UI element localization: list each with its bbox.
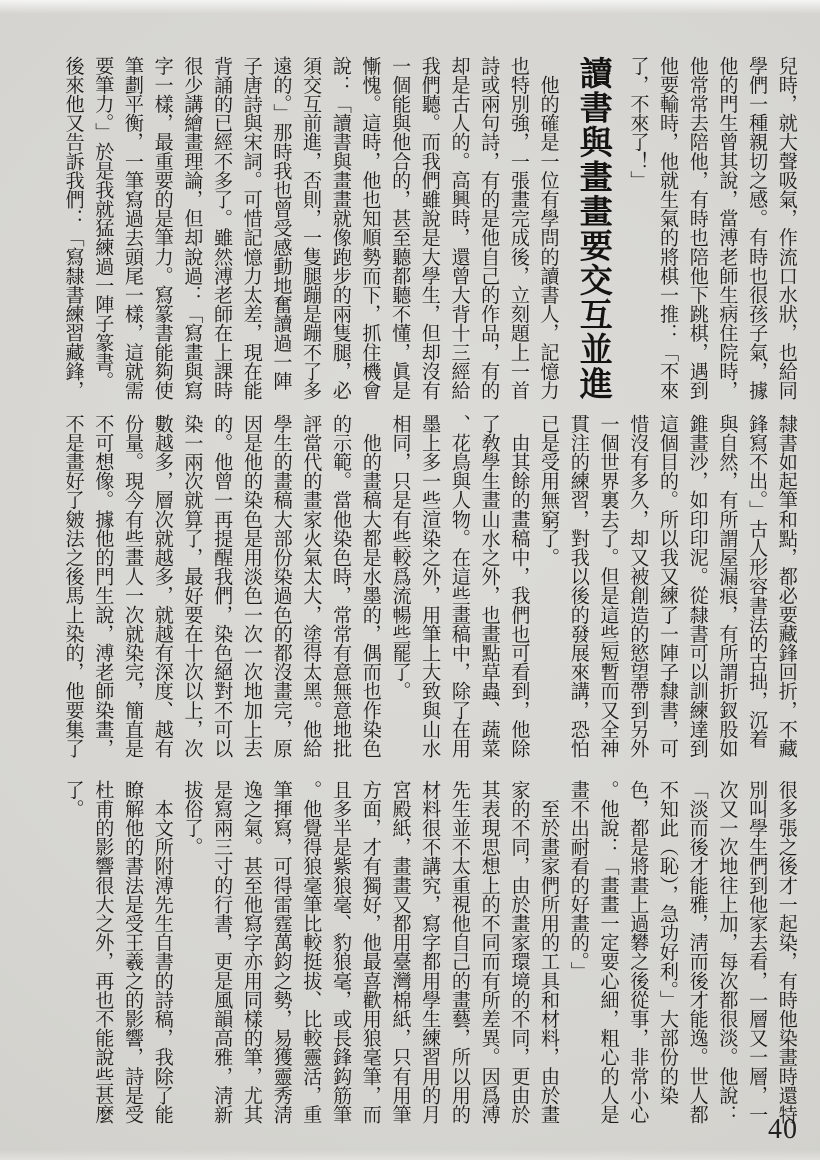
text-column: 且多半是紫狼毫、豹狼毫，或長鋒鈎筋筆 — [330, 780, 352, 1124]
text-column: 杜甫的影響很大之外，再也不能說些甚麼 — [92, 780, 114, 1124]
text-column: 學生的畫稿大部份染過色的都沒畫完，原 — [270, 414, 292, 758]
text-column: 評當代的畫家火氣太大，塗得太黑。他給 — [300, 414, 322, 758]
page-number: 40 — [768, 1114, 798, 1145]
text-column: 本文所附溥先生自書的詩稿，我除了能 — [151, 780, 173, 1124]
text-column: 他的門生曾其說，當溥老師生病住院時， — [716, 56, 738, 400]
text-column: 是寫兩三寸的行書，更是風韻高雅，淸新 — [211, 780, 233, 1124]
text-column: 須交互前進，否則，一隻腿蹦是蹦不了多 — [300, 56, 322, 400]
text-column: 惜沒有多久，却又被創造的慾望帶到另外 — [627, 414, 649, 758]
text-column: 他常常去陪他，有時也陪他下跳棋，遇到 — [686, 56, 708, 400]
text-column: 字一樣，最重要的是筆力。寫篆書能夠使 — [151, 56, 173, 400]
text-column: 背誦的已經不多了。雖然溥老師在上課時 — [211, 56, 233, 400]
text-column: 後來他又告訴我們：「寫隸書練習藏鋒， — [62, 56, 84, 400]
text-column: 「淡而後才能雅，淸而後才能逸。世人都 — [686, 780, 708, 1124]
text-column: 學們一種親切之感。有時也很孩子氣，據 — [746, 56, 768, 400]
text-column: 這個目的。所以我又練了一陣子隸書，可 — [656, 414, 678, 758]
text-column: 他的確是一位有學問的讀書人，記憶力 — [537, 56, 559, 400]
text-column: 了，不來了！」 — [627, 56, 649, 190]
text-column: 其表現思想上的不同而有所差異。因爲溥 — [478, 780, 500, 1124]
text-column: 次又一次地往上加，每次都很淡。他說： — [716, 780, 738, 1124]
text-column: 色，都是將畫上過礬之後從事，非常小心 — [627, 780, 649, 1124]
text-column: 份量。現今有些畫人一次就染完，簡直是 — [122, 414, 144, 758]
text-column: 一個能與他合的，甚至聽都聽不懂，眞是 — [389, 56, 411, 400]
text-column: 了。 — [62, 780, 84, 819]
text-column: 也特別強，一張畫完成後，立刻題上一首 — [507, 56, 529, 400]
text-column: 貫注的練習，對我以後的發展來講，恐怕 — [567, 414, 589, 758]
text-column: 子唐詩與宋詞。可惜記憶力太差，現在能 — [240, 56, 262, 400]
text-column: 兒時，就大聲吸氣，作流口水狀，也給同 — [775, 56, 797, 400]
text-column: 隸書如起筆和點，都必要藏鋒回折，不藏 — [775, 414, 797, 758]
text-column: 他要輸時，他就生氣的將棋一推：「不來 — [657, 56, 679, 400]
text-column: 相同，只是有些較爲流暢些罷了。 — [389, 414, 411, 701]
article-title: 讀書與畫畫要交互並進 — [574, 56, 611, 401]
section-top — [62, 56, 796, 400]
text-column: 先生並不太重視他自己的畫藝，所以用的 — [448, 780, 470, 1124]
text-column: 很多張之後才一起染，有時他染畫時還特 — [775, 780, 797, 1124]
text-column: 。他覺得狼毫筆比較挺拔、比較靈活，重 — [300, 780, 322, 1124]
text-column: 却是古人的。高興時，還曾大背十三經給 — [448, 56, 470, 400]
text-column: 不知此（恥），急功好利。」大部份的染 — [656, 780, 678, 1105]
section-bottom — [62, 780, 796, 1124]
text-column: 材料很不講究，寫字都用學生練習用的月 — [419, 780, 441, 1124]
text-column: 染一兩次就算了，最好要在十次以上，次 — [181, 414, 203, 758]
text-column: 逸之氣。甚至他寫字亦用同樣的筆，尤其 — [240, 780, 262, 1124]
text-column: 鋒寫不出。」古人形容書法的古拙，沉着 — [746, 414, 768, 749]
text-column: 瞭解他的書法是受王羲之的影響，詩是受 — [122, 780, 144, 1124]
text-column: 不可想像。據他的門生說，溥老師染畫， — [92, 414, 114, 758]
text-column: 拔俗了。 — [181, 780, 203, 857]
text-column: 詩或兩句詩，有的是他自己的作品，有的 — [478, 56, 500, 400]
text-column: 墨上多一些渲染之外，用筆上大致與山水 — [419, 414, 441, 758]
text-column: 一個世界裏去了。但是這些短暫而又全神 — [597, 414, 619, 758]
text-column: 的。他曾一再提醒我們，染色絕對不可以 — [211, 414, 233, 758]
text-column: 錐畫沙，如印印泥。從隸書可以訓練達到 — [686, 414, 708, 758]
text-column: 慚愧。這時，他也知順勢而下，抓住機會 — [359, 56, 381, 400]
text-column: 已是受用無窮了。 — [538, 414, 560, 567]
text-column: 方面，才有獨好，他最喜歡用狼毫筆，而 — [359, 780, 381, 1124]
text-column: 說：「讀書與畫畫就像跑步的兩隻腿，必 — [329, 56, 351, 400]
text-column: 由其餘的畫稿中，我們也可看到，他除 — [508, 414, 530, 758]
text-column: 、花鳥與人物。在這些畫稿中，除了在用 — [448, 414, 470, 758]
text-column: 至於畫家們所用的工具和材料，由於畫 — [538, 780, 560, 1124]
text-column: 了敎學生畫山水之外，也畫點草蟲、蔬菜 — [478, 414, 500, 758]
text-column: 數越多，層次就越多，就越有深度、越有 — [151, 414, 173, 758]
text-column: 。他說：「畫畫一定要心細，粗心的人是 — [597, 780, 619, 1124]
text-column: 別叫學生們到他家去看，一層又一層，一 — [746, 780, 768, 1124]
text-column: 家的不同，由於畫家環境的不同，更由於 — [508, 780, 530, 1124]
text-column: 不是畫好了皴法之後馬上染的，他要集了 — [62, 414, 84, 758]
text-column: 我們聽。而我們雖說是大學生，但却沒有 — [418, 56, 440, 400]
text-column: 因是他的染色是用淡色一次一次地加上去 — [240, 414, 262, 758]
text-column: 很少講繪畫理論，但却說過：「寫畫與寫 — [181, 56, 203, 400]
text-column: 的示範。當他染色時，常常有意無意地批 — [330, 414, 352, 758]
text-column: 與自然，有所謂屋漏痕，有所謂折釵股如 — [716, 414, 738, 758]
text-column: 筆揮寫，可得雷霆萬鈞之勢，易獲靈秀淸 — [270, 780, 292, 1124]
text-column: 要筆力。」於是我就猛練過一陣子篆書。 — [92, 56, 114, 391]
text-column: 宮殿紙，畫畫又都用臺灣棉紙，只有用筆 — [389, 780, 411, 1124]
text-column: 畫不出耐看的好畫的。」 — [567, 780, 589, 981]
text-column: 遠的。」那時我也曾受感動地奮讀過一陣 — [270, 56, 292, 391]
text-column: 他的畫稿大都是水墨的，偶而也作染色 — [359, 414, 381, 758]
section-middle — [62, 414, 796, 758]
text-column: 筆劃平衡，一筆寫過去頭尾一樣，這就需 — [121, 56, 143, 400]
